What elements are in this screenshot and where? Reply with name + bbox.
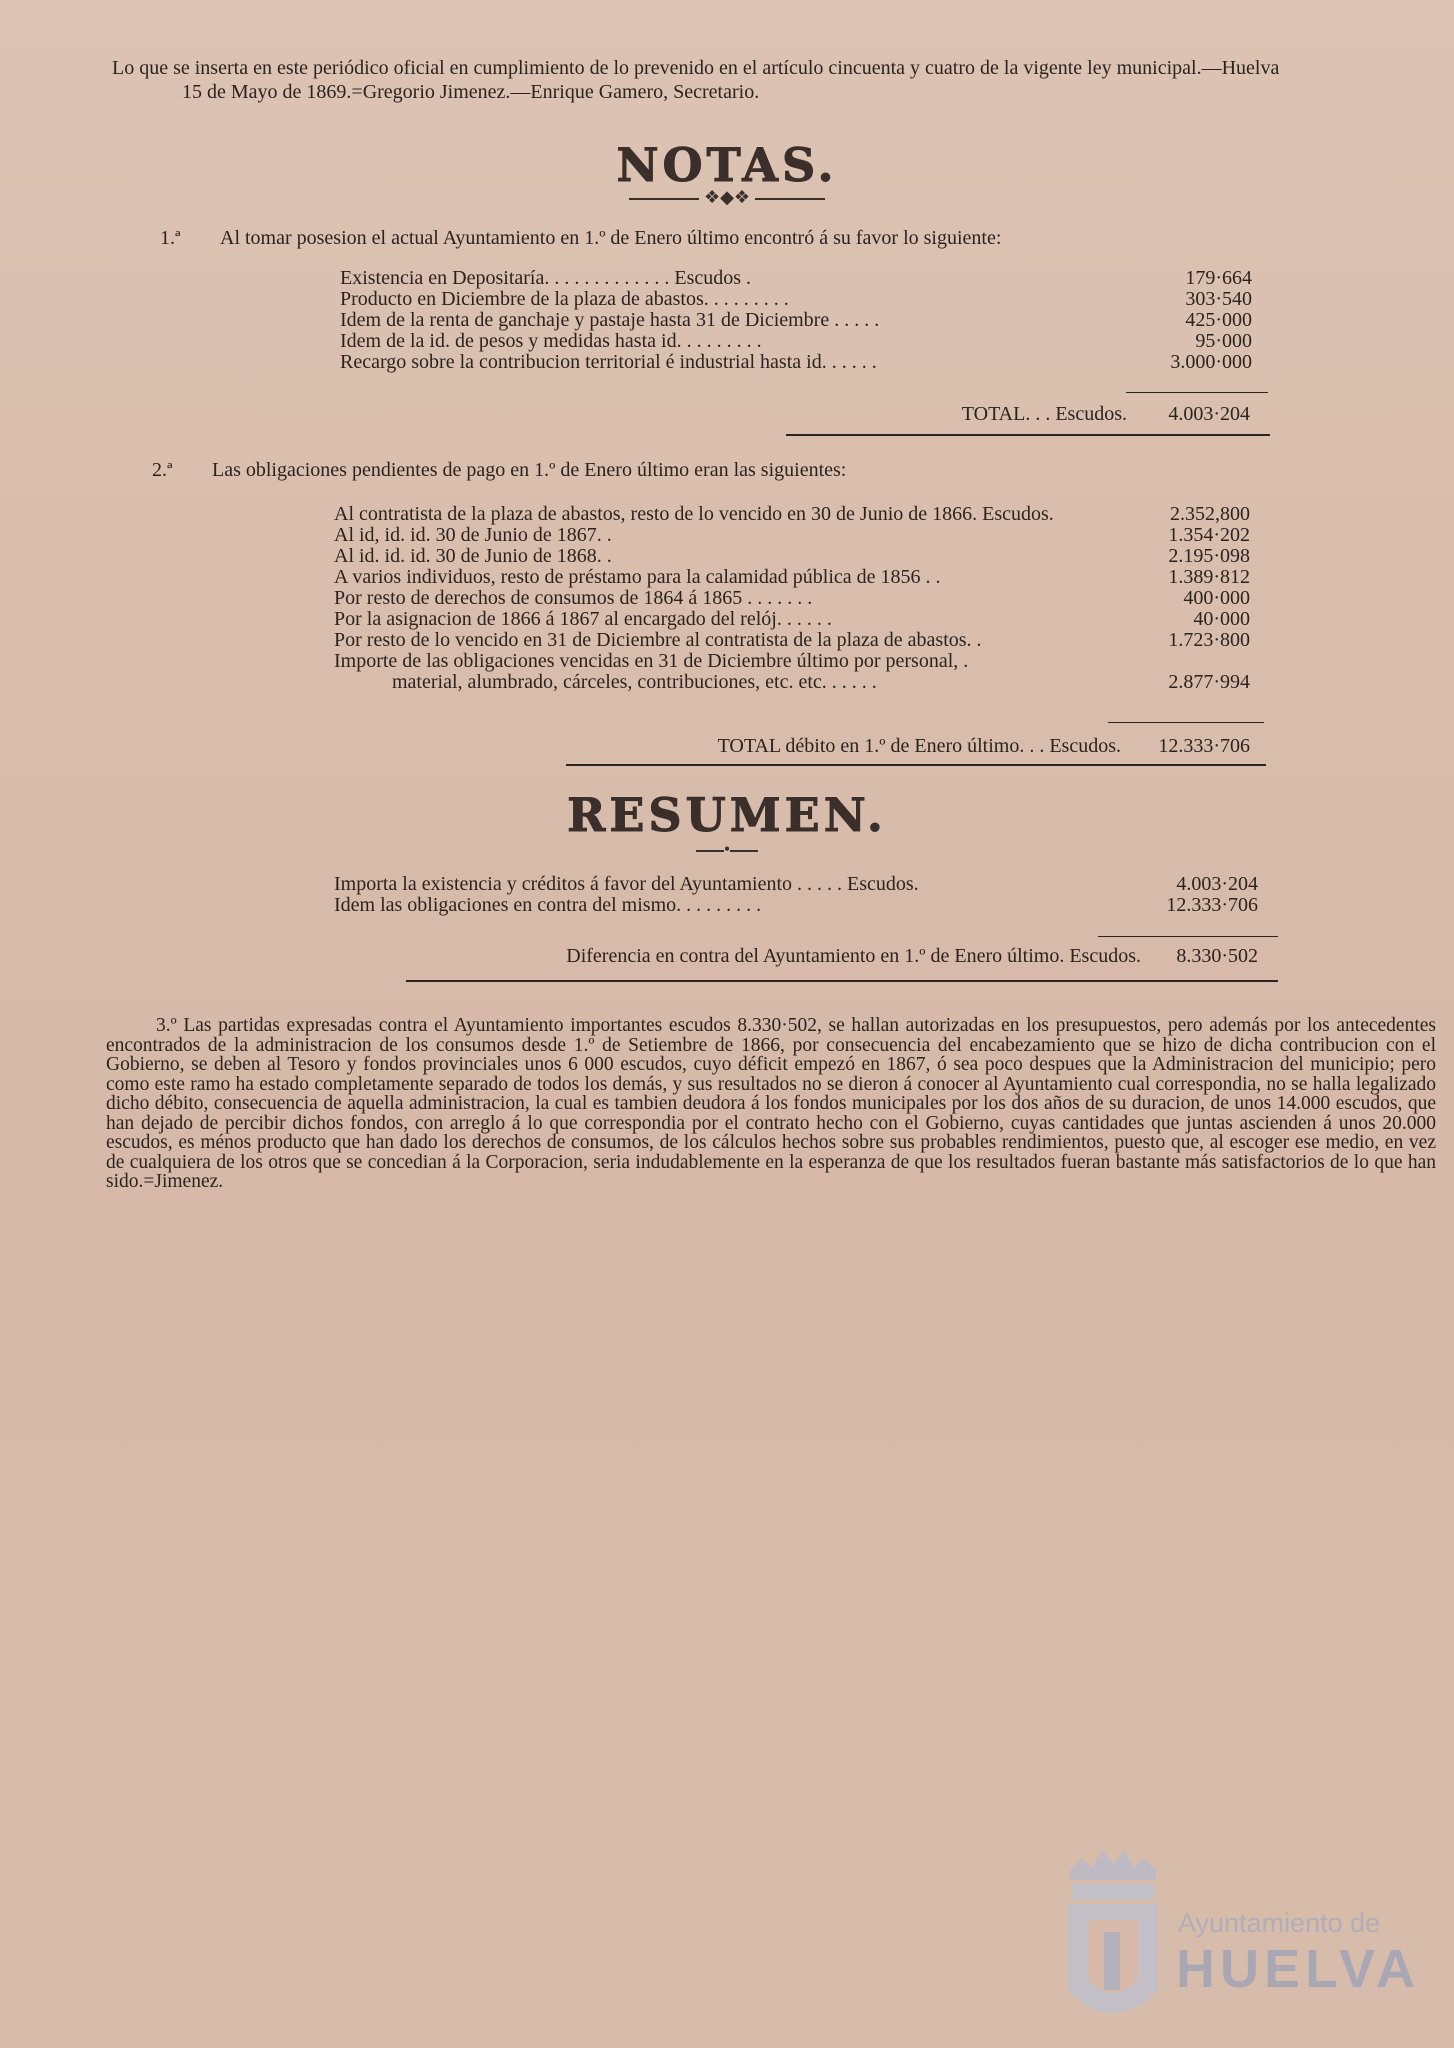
item-2-total-label: TOTAL débito en 1.º de Enero último. . . Escudos. <box>717 735 1121 757</box>
item-2-total-line <box>560 734 1250 758</box>
watermark-line-1: Ayuntamiento de <box>1178 1908 1381 1938</box>
subtotal-rule <box>1108 722 1264 723</box>
subtotal-rule <box>1126 392 1268 393</box>
item-2-intro <box>152 458 846 482</box>
total-rule <box>786 434 1270 436</box>
ledger-amount: 2.195·098 <box>1168 545 1250 567</box>
ledger-row <box>334 504 1250 525</box>
ledger-row <box>334 609 1250 630</box>
total-rule <box>406 980 1278 982</box>
subtotal-rule <box>1098 936 1278 937</box>
ledger-amount: 1.389·812 <box>1168 566 1250 588</box>
resumen-heading: RESUMEN. <box>567 788 887 842</box>
ledger-label: Idem de la id. de pesos y medidas hasta id. . . . . . . . . <box>340 330 762 352</box>
ledger-amount: 4.003·204 <box>1176 873 1258 895</box>
notas-heading: NOTAS. <box>616 138 838 192</box>
ledger-label: Recargo sobre la contribucion territorial é industrial hasta id. . . . . . <box>340 351 877 373</box>
ledger-amount: 179·664 <box>1185 267 1252 289</box>
ledger-row <box>340 352 1252 373</box>
ledger-row <box>334 525 1250 546</box>
ledger-row <box>334 567 1250 588</box>
intro-line-1: Lo que se inserta en este periódico oficial en cumplimiento de lo prevenido en el artículo cincuenta y cuatro de la vigente ley municipal.—Huelva <box>112 57 1280 79</box>
ledger-label: A varios individuos, resto de préstamo para la calamidad pública de 1856 . . <box>334 566 941 588</box>
ledger-amount: 303·540 <box>1185 288 1252 310</box>
resumen-difference-amount: 8.330·502 <box>1176 945 1258 967</box>
ledger-label: Idem las obligaciones en contra del mismo. . . . . . . . . <box>334 894 762 916</box>
ledger-label: Por resto de lo vencido en 31 de Diciembre al contratista de la plaza de abastos. . <box>334 629 982 651</box>
ledger-label: Al contratista de la plaza de abastos, resto de lo vencido en 30 de Junio de 1866. Escudos. <box>334 503 1054 525</box>
item-1-intro <box>160 226 1001 250</box>
item-3-paragraph: 3.º Las partidas expresadas contra el Ayuntamiento importantes escudos 8.330·502, se hallan autorizadas en los presupuestos, pero además por los antecedentes encontrados de la administracion de los consumos desde 1.º de Setiembre de 1866, por consecuencia del encabezamiento que se hizo de dicha contribucion con el Gobierno, se deben al Tesoro y fondos provinciales unos 6 000 escudos, cuyo déficit empezó en 1867, ó sea poco despues que la Administracion del municipio; pero como este ramo ha estado completamente separado de todos los demás, y sus resultados no se dieron á conocer al Ayuntamiento cual correspondia, no se halla legalizado dicho débito, consecuencia de aquella administracion, la cual es tambien deudora á los fondos municipales por los dos años de su duracion, de unos 14.000 escudos, que han dejado de percibir dichos fondos, con arreglo á lo que correspondia por el contrato hecho con el Gobierno, cuyas cantidades que juntas ascienden á unos 20.000 escudos, es ménos producto que han dado los derechos de consumos, de los cálculos hechos sobre sus probables rendimientos, puesto que, al escoger ese medio, en vez de cualquiera de los otros que se concedian á la Corporacion, seria indudablemente en la esperanza de que los resultados fueran bastante más satisfactorios de lo que han sido.=Jimenez. <box>106 1015 1436 1192</box>
item-1-total-line <box>830 402 1250 426</box>
ledger-label: Por la asignacion de 1866 á 1867 al encargado del relój. . . . . . <box>334 608 832 630</box>
item-1-total-amount: 4.003·204 <box>1168 403 1250 425</box>
item-2-number: 2.ª <box>152 459 173 481</box>
ledger-label: Al id. id. id. 30 de Junio de 1868. . <box>334 545 612 567</box>
ledger-label: Importa la existencia y créditos á favor del Ayuntamiento . . . . . Escudos. <box>334 873 919 895</box>
ledger-row <box>334 874 1258 895</box>
ledger-amount: 3.000·000 <box>1170 351 1252 373</box>
ledger-label: Por resto de derechos de consumos de 1864 á 1865 . . . . . . . <box>334 587 813 609</box>
ledger-row <box>334 672 1250 693</box>
ledger-label: material, alumbrado, cárceles, contribuciones, etc. etc. . . . . . <box>392 671 877 693</box>
ledger-row <box>340 310 1252 331</box>
city-crest-icon <box>1058 1840 1168 2030</box>
ledger-amount: 2.352,800 <box>1170 503 1250 525</box>
item-1-number: 1.ª <box>160 227 181 249</box>
resumen-difference-label: Diferencia en contra del Ayuntamiento en 1.º de Enero último. Escudos. <box>566 945 1141 967</box>
item-2-total-amount: 12.333·706 <box>1158 735 1250 757</box>
total-rule <box>566 764 1266 766</box>
ledger-label: Producto en Diciembre de la plaza de abastos. . . . . . . . . <box>340 288 789 310</box>
item-1-ledger <box>340 268 1252 373</box>
resumen-difference-line <box>420 944 1258 968</box>
ledger-row <box>340 331 1252 352</box>
ayuntamiento-watermark <box>1058 1840 1420 2040</box>
ledger-amount: 40·000 <box>1193 608 1250 630</box>
resumen-ledger <box>334 874 1258 916</box>
item-2-text: Las obligaciones pendientes de pago en 1.º de Enero último eran las siguientes: <box>212 459 847 481</box>
ledger-amount: 12.333·706 <box>1166 894 1258 916</box>
ledger-label: Idem de la renta de ganchaje y pastaje hasta 31 de Diciembre . . . . . <box>340 309 880 331</box>
item-2-ledger <box>334 504 1250 693</box>
ledger-row <box>334 588 1250 609</box>
ledger-row <box>334 895 1258 916</box>
intro-text <box>112 56 1432 104</box>
ledger-row <box>334 546 1250 567</box>
ledger-row <box>334 630 1250 651</box>
ledger-label: Al id, id. id. 30 de Junio de 1867. . <box>334 524 612 546</box>
ornament-divider-icon: • <box>0 840 1454 858</box>
ledger-label: Importe de las obligaciones vencidas en 31 de Diciembre último por personal, . <box>334 650 969 672</box>
ledger-amount: 425·000 <box>1185 309 1252 331</box>
ledger-amount: 95·000 <box>1195 330 1252 352</box>
item-1-total-label: TOTAL. . . Escudos. <box>961 403 1127 425</box>
ornament-divider-icon: ❖◆❖ <box>0 188 1454 206</box>
ledger-amount: 400·000 <box>1183 587 1250 609</box>
ledger-label: Existencia en Depositaría. . . . . . . . . . . . . Escudos . <box>340 267 752 289</box>
ledger-row <box>340 268 1252 289</box>
ledger-amount: 2.877·994 <box>1168 671 1250 693</box>
item-1-text: Al tomar posesion el actual Ayuntamiento en 1.º de Enero último encontró á su favor lo siguiente: <box>220 227 1002 249</box>
ledger-amount <box>1157 651 1250 672</box>
ledger-amount: 1.723·800 <box>1168 629 1250 651</box>
ledger-row <box>340 289 1252 310</box>
ledger-row <box>334 651 1250 672</box>
watermark-line-2: HUELVA <box>1176 1939 1420 1999</box>
ledger-amount: 1.354·202 <box>1168 524 1250 546</box>
intro-line-2: 15 de Mayo de 1869.=Gregorio Jimenez.—Enrique Gamero, Secretario. <box>182 81 760 103</box>
